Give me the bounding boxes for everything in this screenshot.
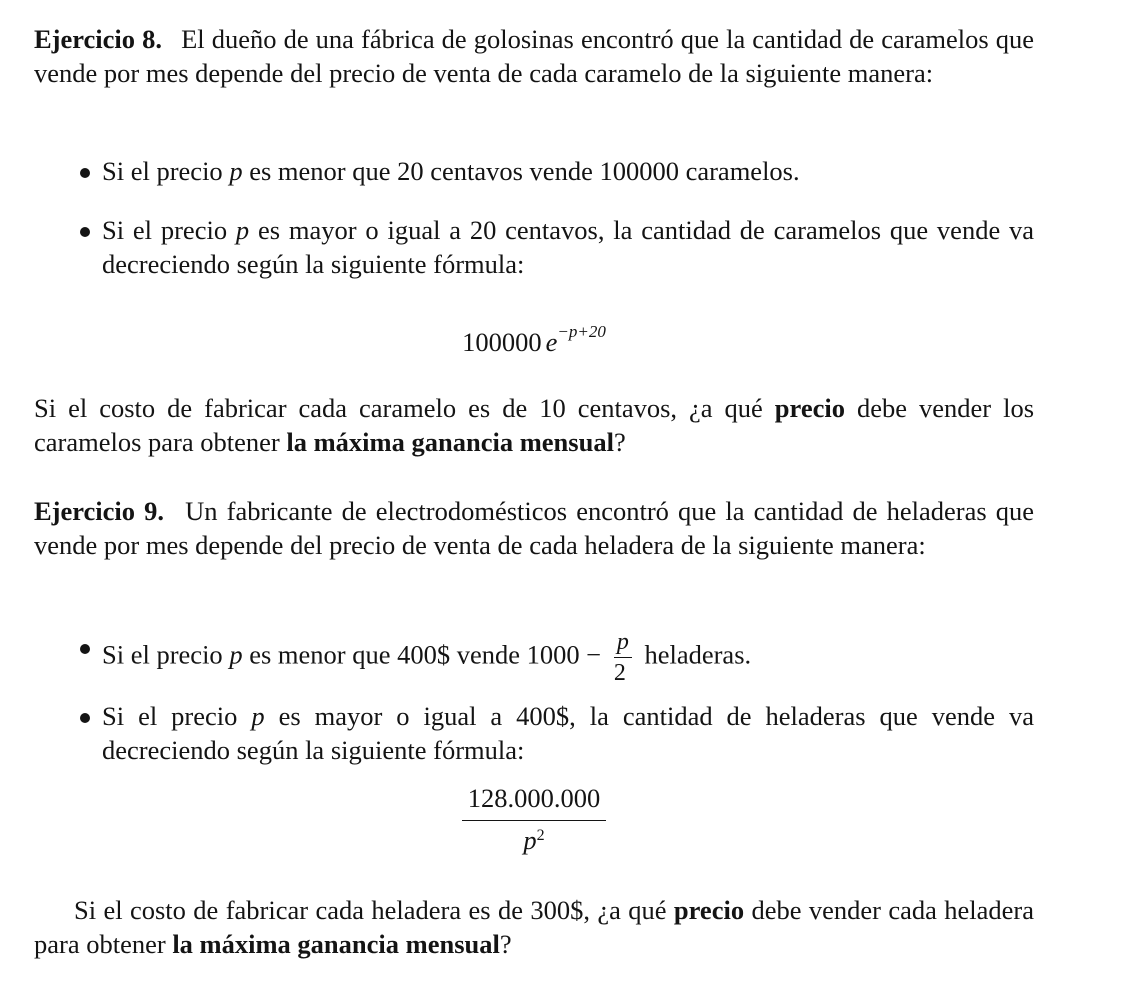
- ex8-bullet-1-pre: Si el precio: [102, 156, 223, 186]
- ex9-question-bold-2: la máxima ganancia mensual: [172, 929, 500, 959]
- ex9-bullet-1-pre: Si el precio: [102, 639, 223, 670]
- ex8-question-bold-1: precio: [774, 393, 845, 423]
- ex8-question-bold-2: la máxima ganancia mensual: [286, 427, 614, 457]
- ex8-bullet-list-2: [34, 213, 1034, 281]
- ex9-formula-den-base: p: [523, 824, 537, 855]
- bullet-dot-icon: [80, 227, 90, 237]
- ex8-intro-paragraph: [34, 22, 1034, 90]
- ex8-bullet-2-post: es mayor o igual a 20 centavos, la cantidad de caramelos que vende va decreciendo según la siguiente fórmula:: [102, 215, 1035, 279]
- ex9-bullet-2-post: es mayor o igual a 400$, la cantidad de heladeras que vende va decreciendo según la siguiente fórmula:: [102, 701, 1035, 765]
- ex9-question-bold-1: precio: [673, 895, 745, 925]
- ex9-bullet-list: [34, 630, 1034, 685]
- ex8-formula-coef: 100000: [462, 327, 542, 357]
- ex9-question-text-1: Si el costo de fabricar cada heladera es de 300$, ¿a qué: [74, 895, 667, 925]
- ex8-bullet-2-pre: Si el precio: [102, 215, 228, 245]
- ex8-bullet-list: [34, 154, 1034, 188]
- ex8-title: Ejercicio 8.: [34, 24, 163, 54]
- ex8-bullet-1-post: es menor que 20 centavos vende 100000 caramelos.: [249, 156, 800, 186]
- bullet-dot-icon: [80, 168, 90, 178]
- ex9-formula-numerator: 128.000.000: [462, 785, 607, 821]
- ex8-bullet-2: [34, 213, 1034, 281]
- ex9-formula-fraction: [462, 785, 607, 853]
- ex9-bullet-1-mid: es menor que 400$ vende 1000 −: [249, 639, 602, 670]
- ex9-intro-text: Un fabricante de electrodomésticos encontró que la cantidad de heladeras que vende por mes depende del precio de venta de cada heladera de la siguiente manera:: [34, 496, 1035, 560]
- ex9-question-text-2: debe vender cada heladera para obtener: [34, 895, 1035, 959]
- fraction-numerator: p: [614, 630, 632, 658]
- ex8-formula-base: e: [545, 327, 558, 357]
- ex9-bullet-1-post: heladeras.: [644, 639, 752, 670]
- ex8-bullet-2-var: p: [235, 215, 250, 245]
- bullet-dot-icon: [80, 644, 90, 654]
- fraction-denominator: 2: [613, 660, 626, 686]
- ex9-bullet-1: [34, 630, 1034, 685]
- ex8-formula-exponent: −p+20: [557, 322, 606, 341]
- ex9-question: [34, 893, 1034, 961]
- ex8-intro-text: El dueño de una fábrica de golosinas encontró que la cantidad de caramelos que vende por mes depende del precio de venta de cada caramelo de la siguiente manera:: [34, 24, 1035, 88]
- ex9-bullet-1-fraction: [614, 630, 632, 685]
- ex8-question-text-3: ?: [613, 427, 626, 457]
- ex9-bullet-1-var: p: [229, 639, 243, 670]
- bullet-dot-icon: [80, 713, 90, 723]
- ex9-bullet-2-var: p: [251, 701, 265, 731]
- ex9-formula: [34, 785, 1034, 853]
- ex9-bullet-list-2: [34, 699, 1034, 767]
- ex9-formula-denominator: [462, 821, 607, 854]
- ex8-formula: [34, 322, 1034, 359]
- ex8-question: [34, 391, 1034, 459]
- ex8-question-text-2: debe vender los caramelos para obtener: [34, 393, 1035, 457]
- ex9-intro-paragraph: [34, 494, 1034, 562]
- ex9-bullet-2-pre: Si el precio: [102, 701, 238, 731]
- ex8-question-text-1: Si el costo de fabricar cada caramelo es de 10 centavos, ¿a qué: [34, 393, 763, 423]
- ex9-title: Ejercicio 9.: [34, 496, 165, 526]
- ex9-question-text-3: ?: [499, 929, 512, 959]
- ex9-formula-den-exp: 2: [536, 826, 545, 844]
- ex8-bullet-1: [34, 154, 1034, 188]
- ex8-bullet-1-var: p: [229, 156, 243, 186]
- ex9-bullet-2: [34, 699, 1034, 767]
